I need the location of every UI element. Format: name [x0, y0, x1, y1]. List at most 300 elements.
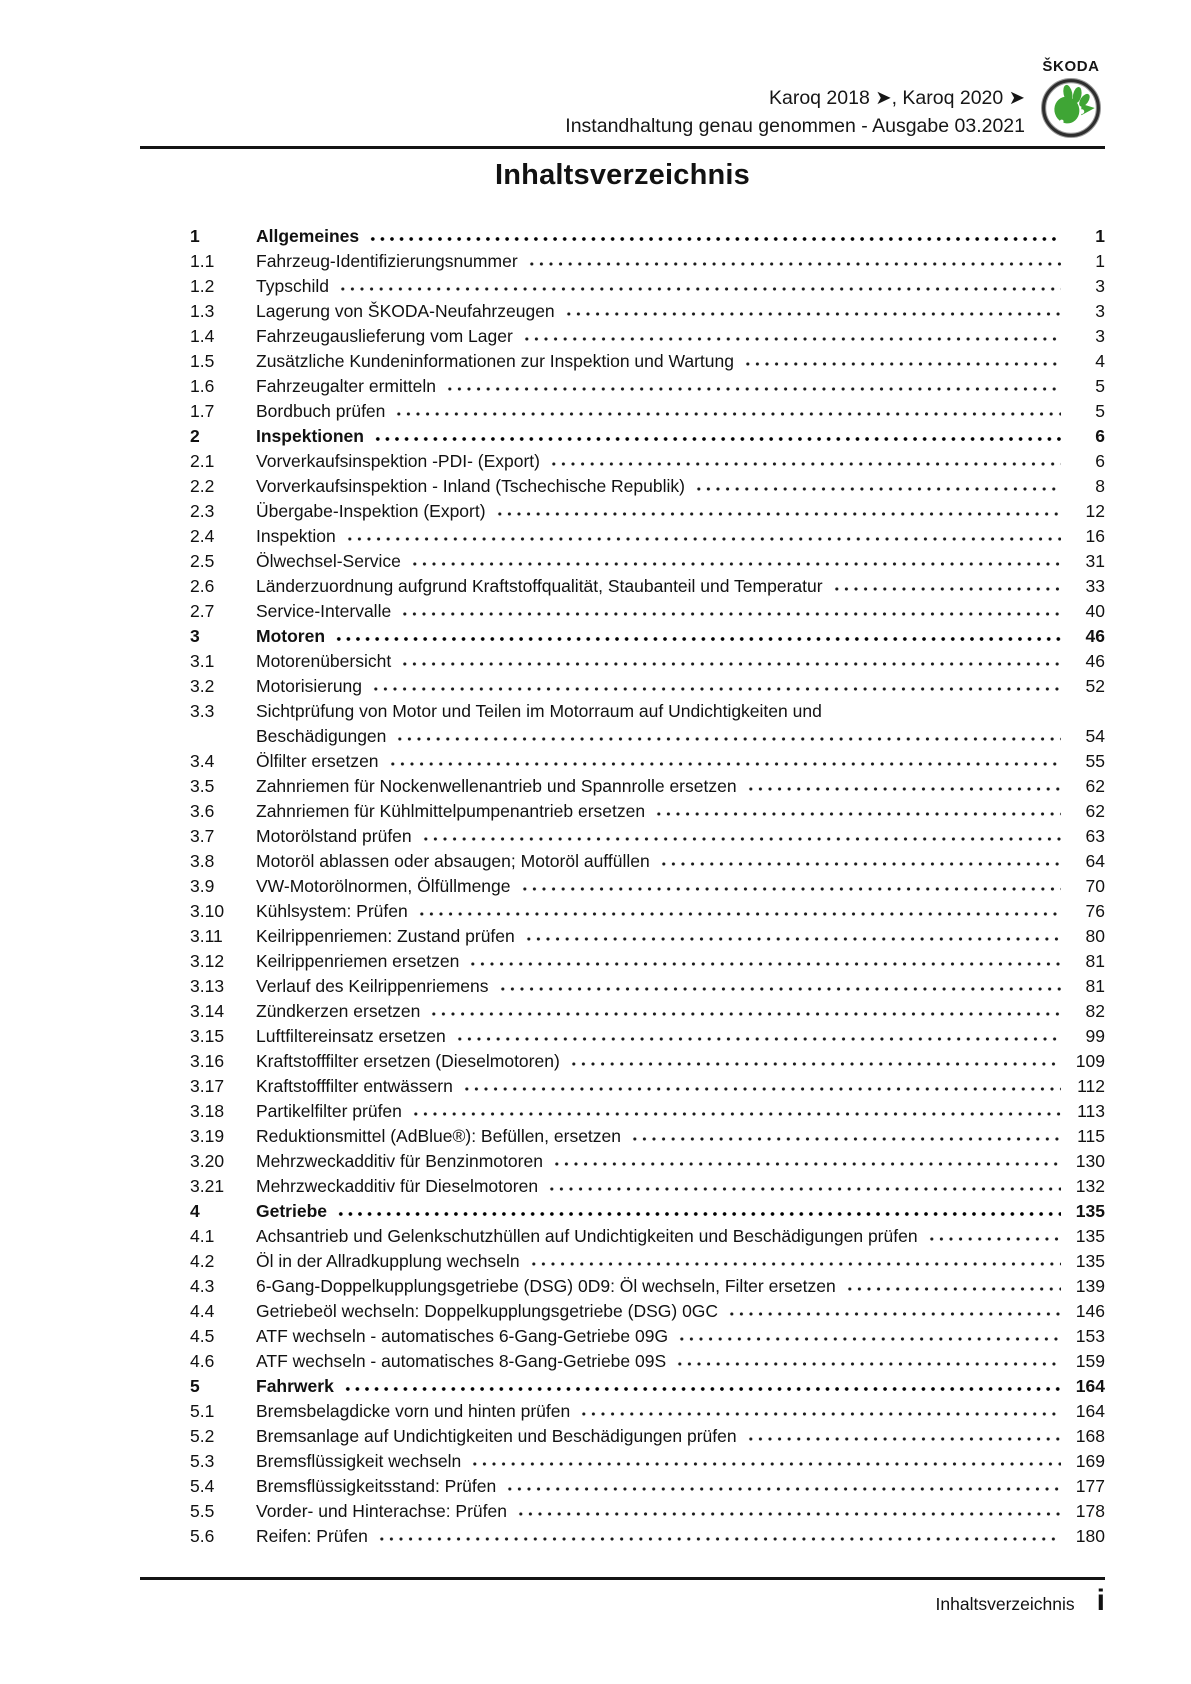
dot-leader [746, 1436, 1061, 1442]
toc-entry-number: 3.9 [190, 876, 215, 896]
toc-row [140, 474, 1105, 499]
toc-row [140, 274, 1105, 299]
footer-divider [140, 1577, 1105, 1616]
toc-entry [256, 1274, 1105, 1299]
toc-row [140, 1274, 1105, 1299]
dot-leader [524, 936, 1061, 942]
toc-entry [256, 1224, 1105, 1249]
toc-entry-number: 3.21 [190, 1176, 225, 1196]
toc-row [140, 799, 1105, 824]
toc-row [140, 624, 1105, 649]
toc-entry-number: 1.6 [190, 376, 215, 396]
toc-entry-page: 139 [1075, 1276, 1105, 1296]
dot-leader [832, 586, 1061, 592]
toc-entry-number: 3.12 [190, 951, 225, 971]
dot-leader [694, 486, 1061, 492]
toc-entry-page: 76 [1085, 901, 1105, 921]
toc-entry-page: 5 [1095, 376, 1105, 396]
toc-entry-title: Motorenübersicht [256, 651, 392, 671]
toc-entry-page: 5 [1095, 401, 1105, 421]
dot-leader [743, 361, 1061, 367]
toc-entry [256, 1099, 1105, 1124]
header-divider [140, 146, 1105, 149]
toc-entry-number: 5.6 [190, 1526, 215, 1546]
toc-entry-title: Kühlsystem: Prüfen [256, 901, 408, 921]
dot-leader [677, 1336, 1061, 1342]
toc-entry-number: 2.5 [190, 551, 215, 571]
toc-entry-page: 132 [1075, 1176, 1105, 1196]
toc-row [140, 1299, 1105, 1324]
dot-leader [343, 1386, 1061, 1392]
toc-entry-title: Vorverkaufsinspektion - Inland (Tschechische Republik) [256, 476, 685, 496]
toc-entry-number: 4.2 [190, 1251, 215, 1271]
toc-entry-title: Bremsflüssigkeitsstand: Prüfen [256, 1476, 497, 1496]
skoda-winged-arrow-icon [1040, 77, 1102, 139]
toc-entry-page: 130 [1075, 1151, 1105, 1171]
toc-entry [256, 1499, 1105, 1524]
toc-entry [256, 574, 1105, 599]
toc-entry-number: 3.16 [190, 1051, 225, 1071]
dot-leader [338, 286, 1061, 292]
dot-leader [455, 1036, 1061, 1042]
header-model-line: Karoq 2018 ➤, Karoq 2020 ➤ [768, 87, 1025, 109]
toc-entry [256, 1049, 1105, 1074]
toc-entry-number: 1.7 [190, 401, 215, 421]
toc-entry-title: Vorverkaufsinspektion -PDI- (Export) [256, 451, 540, 471]
dot-leader [395, 736, 1061, 742]
toc-row [140, 1024, 1105, 1049]
toc-entry-title: Ölfilter ersetzen [256, 751, 379, 771]
toc-row [140, 1124, 1105, 1149]
dot-leader [522, 336, 1061, 342]
toc-entry-title: Mehrzweckadditiv für Benzinmotoren [256, 1151, 543, 1171]
toc-entry-number: 3.5 [190, 776, 215, 796]
toc-entry [256, 1149, 1105, 1174]
toc-entry-number: 3.18 [190, 1101, 225, 1121]
toc-entry-number: 5 [190, 1376, 200, 1396]
toc-entry [256, 549, 1105, 574]
dot-leader [400, 611, 1061, 617]
dot-leader [520, 886, 1062, 892]
page-footer [140, 1580, 1105, 1616]
toc-row [140, 1449, 1105, 1474]
dot-leader [371, 686, 1061, 692]
toc-entry-page: 4 [1095, 351, 1105, 371]
toc-entry-title: Bremsflüssigkeit wechseln [256, 1451, 462, 1471]
toc-entry-title: Vorder- und Hinterachse: Prüfen [256, 1501, 507, 1521]
dot-leader [659, 861, 1061, 867]
toc-entry [256, 649, 1105, 674]
skoda-logo [1037, 58, 1105, 144]
toc-entry-title: Zahnriemen für Nockenwellenantrieb und Spannrolle ersetzen [256, 776, 737, 796]
toc-entry-title: Fahrwerk [256, 1376, 334, 1396]
toc-entry-page: 81 [1085, 951, 1105, 971]
toc-row [140, 1074, 1105, 1099]
dot-leader [411, 1111, 1061, 1117]
toc-entry-title: Getriebe [256, 1201, 327, 1221]
toc-entry-title: Übergabe-Inspektion (Export) [256, 501, 486, 521]
toc-entry-title: Bremsanlage auf Undichtigkeiten und Beschädigungen prüfen [256, 1426, 737, 1446]
toc-entry [256, 924, 1105, 949]
toc-entry-page: 1 [1095, 251, 1105, 271]
toc-entry-title: Inspektionen [256, 426, 364, 446]
toc-entry-title: Partikelfilter prüfen [256, 1101, 402, 1121]
toc-entry-title: Kraftstofffilter ersetzen (Dieselmotoren) [256, 1051, 560, 1071]
toc-entry-title: Länderzuordnung aufgrund Kraftstoffqualität, Staubanteil und Temperatur [256, 576, 823, 596]
dot-leader [552, 1161, 1061, 1167]
toc-entry-title: Fahrzeug-Identifizierungsnummer [256, 251, 518, 271]
toc-row [140, 924, 1105, 949]
toc-entry-number: 3.1 [190, 651, 215, 671]
dot-leader [498, 986, 1062, 992]
dot-leader [569, 1061, 1061, 1067]
toc-entry-title: Motorisierung [256, 676, 363, 696]
toc-entry-page: 63 [1085, 826, 1105, 846]
toc-entry-number: 3.3 [190, 701, 215, 721]
toc-entry [256, 999, 1105, 1024]
toc-entry-page: 46 [1085, 626, 1105, 646]
dot-leader [675, 1361, 1061, 1367]
toc-entry-page: 6 [1095, 451, 1105, 471]
toc-entry-title: Zündkerzen ersetzen [256, 1001, 421, 1021]
toc-entry-number: 2.2 [190, 476, 215, 496]
toc-entry-page: 3 [1095, 301, 1105, 321]
toc-row [140, 899, 1105, 924]
toc-row [140, 1399, 1105, 1424]
toc-entry-page: 64 [1085, 851, 1105, 871]
dot-leader [505, 1486, 1061, 1492]
toc-entry [256, 974, 1105, 999]
dot-leader [334, 636, 1061, 642]
toc-entry-number: 4 [190, 1201, 200, 1221]
toc-entry-page: 99 [1085, 1026, 1105, 1046]
toc-entry-number: 2.3 [190, 501, 215, 521]
toc-entry-title: Keilrippenriemen: Zustand prüfen [256, 926, 515, 946]
toc-entry-number: 3.15 [190, 1026, 225, 1046]
toc-entry-number: 1.4 [190, 326, 215, 346]
toc-row [140, 999, 1105, 1024]
dot-leader [417, 911, 1061, 917]
toc-entry [256, 749, 1105, 774]
toc-entry-title: Getriebeöl wechseln: Doppelkupplungsgetriebe (DSG) 0GC [256, 1301, 719, 1321]
toc-entry-page: 16 [1085, 526, 1105, 546]
toc-row [140, 1524, 1105, 1549]
toc-entry-title: Bordbuch prüfen [256, 401, 386, 421]
toc-row [140, 1174, 1105, 1199]
dot-leader [445, 386, 1061, 392]
toc-row [140, 224, 1105, 249]
toc-row [140, 449, 1105, 474]
toc-row [140, 399, 1105, 424]
toc-entry [256, 1124, 1105, 1149]
toc-entry [256, 624, 1105, 649]
toc-entry-title: Bremsbelagdicke vorn und hinten prüfen [256, 1401, 571, 1421]
toc-entry [256, 349, 1105, 374]
toc-entry [256, 499, 1105, 524]
toc-row [140, 1099, 1105, 1124]
dot-leader [336, 1211, 1061, 1217]
toc-entry [256, 1449, 1105, 1474]
toc-entry-number: 2.4 [190, 526, 215, 546]
toc-entry-page: 178 [1075, 1501, 1105, 1521]
footer-label: Inhaltsverzeichnis [935, 1594, 1075, 1614]
dot-leader [421, 836, 1061, 842]
dot-leader [373, 436, 1061, 442]
toc-entry [256, 799, 1105, 824]
toc-entry-number: 3.13 [190, 976, 225, 996]
toc-row [140, 524, 1105, 549]
toc-entry-page: 180 [1075, 1526, 1105, 1546]
toc-row [140, 749, 1105, 774]
toc-entry-page: 8 [1095, 476, 1105, 496]
toc-entry-title: Motorölstand prüfen [256, 826, 412, 846]
toc-entry [256, 899, 1105, 924]
toc-entry-title: Zusätzliche Kundeninformationen zur Inspektion und Wartung [256, 351, 734, 371]
toc-entry-page: 70 [1085, 876, 1105, 896]
toc-entry-number: 1.1 [190, 251, 215, 271]
toc-entry-page: 62 [1085, 801, 1105, 821]
toc-entry-number: 3.8 [190, 851, 215, 871]
toc-entry-page: 146 [1075, 1301, 1105, 1321]
dot-leader [377, 1536, 1061, 1542]
toc-entry [256, 1299, 1105, 1324]
toc-row [140, 1224, 1105, 1249]
dot-leader [345, 536, 1061, 542]
dot-leader [727, 1311, 1061, 1317]
toc-entry-title: Mehrzweckadditiv für Dieselmotoren [256, 1176, 539, 1196]
toc-entry-page: 81 [1085, 976, 1105, 996]
toc-entry-page: 80 [1085, 926, 1105, 946]
toc-row [140, 849, 1105, 874]
toc-entry [256, 324, 1105, 349]
toc-entry-page: 62 [1085, 776, 1105, 796]
dot-leader [429, 1011, 1061, 1017]
toc-entry-page: 115 [1077, 1126, 1105, 1146]
toc-entry-title: Kraftstofffilter entwässern [256, 1076, 453, 1096]
toc-entry [256, 374, 1105, 399]
toc-entry [256, 249, 1105, 274]
toc-entry [256, 674, 1105, 699]
toc-entry-page: 169 [1075, 1451, 1105, 1471]
toc-row [140, 974, 1105, 999]
toc-row [140, 549, 1105, 574]
toc-entry-number: 3.4 [190, 751, 215, 771]
toc-entry-page: 153 [1075, 1326, 1105, 1346]
toc-entry [256, 1374, 1105, 1399]
dot-leader [654, 811, 1061, 817]
toc-row [140, 574, 1105, 599]
toc-row [140, 349, 1105, 374]
toc-entry-title: Sichtprüfung von Motor und Teilen im Motorraum auf Undichtigkeiten und [256, 701, 822, 721]
toc-entry-title: Verlauf des Keilrippenriemens [256, 976, 489, 996]
toc-entry-number: 5.2 [190, 1426, 215, 1446]
toc-entry-page: 6 [1095, 426, 1105, 446]
toc-entry-number: 2 [190, 426, 200, 446]
toc-entry-number: 3.10 [190, 901, 225, 921]
toc-entry-page: 109 [1075, 1051, 1105, 1071]
toc-entry-number: 2.7 [190, 601, 215, 621]
toc-entry-number: 3 [190, 626, 200, 646]
toc-entry [256, 1474, 1105, 1499]
toc-entry-title: Achsantrieb und Gelenkschutzhüllen auf Undichtigkeiten und Beschädigungen prüfen [256, 1226, 918, 1246]
toc-entry-number: 1.5 [190, 351, 215, 371]
skoda-wordmark: ŠKODA [1042, 58, 1100, 75]
toc-entry [256, 224, 1105, 249]
toc-entry-title: Motoren [256, 626, 326, 646]
toc-entry [256, 599, 1105, 624]
dot-leader [410, 561, 1061, 567]
dot-leader [549, 461, 1061, 467]
toc-entry-title: Keilrippenriemen ersetzen [256, 951, 460, 971]
toc-entry-title: 6-Gang-Doppelkupplungsgetriebe (DSG) 0D9: Öl wechseln, Filter ersetzen [256, 1276, 836, 1296]
toc-entry-page: 159 [1075, 1351, 1105, 1371]
toc-entry-number: 3.14 [190, 1001, 225, 1021]
dot-leader [564, 311, 1061, 317]
toc-entry-page: 46 [1085, 651, 1105, 671]
toc-row [140, 1374, 1105, 1399]
toc-entry-page: 113 [1077, 1101, 1105, 1121]
toc-row [140, 599, 1105, 624]
toc-entry [256, 274, 1105, 299]
dot-leader [468, 961, 1061, 967]
toc-row [140, 649, 1105, 674]
toc-entry-number: 4.1 [190, 1226, 215, 1246]
toc-entry-page: 135 [1075, 1226, 1105, 1246]
toc-entry-page: 164 [1075, 1376, 1105, 1396]
toc-entry-number: 3.19 [190, 1126, 225, 1146]
toc-entry-number: 5.4 [190, 1476, 215, 1496]
toc-entry [256, 1249, 1105, 1274]
toc-row [140, 699, 1105, 749]
toc-entry [256, 699, 1105, 749]
toc-entry [256, 1324, 1105, 1349]
toc-entry-title: Reduktionsmittel (AdBlue®): Befüllen, ersetzen [256, 1126, 622, 1146]
dot-leader [470, 1461, 1061, 1467]
toc-entry-number: 2.6 [190, 576, 215, 596]
toc-row [140, 674, 1105, 699]
toc-entry-number: 4.6 [190, 1351, 215, 1371]
toc-entry-number: 4.4 [190, 1301, 215, 1321]
dot-leader [845, 1286, 1061, 1292]
toc-entry [256, 824, 1105, 849]
toc-entry-number: 4.3 [190, 1276, 215, 1296]
toc-row [140, 1474, 1105, 1499]
toc-entry-page: 54 [1085, 726, 1105, 746]
dot-leader [462, 1086, 1061, 1092]
toc-entry-number: 3.11 [190, 926, 223, 946]
toc-entry [256, 849, 1105, 874]
toc-entry-title: ATF wechseln - automatisches 8-Gang-Getriebe 09S [256, 1351, 667, 1371]
toc-row [140, 1049, 1105, 1074]
table-of-contents [140, 224, 1105, 1549]
toc-entry-title: Allgemeines [256, 226, 360, 246]
toc-row [140, 1324, 1105, 1349]
toc-entry-title: ATF wechseln - automatisches 6-Gang-Getriebe 09G [256, 1326, 669, 1346]
toc-entry [256, 1524, 1105, 1549]
toc-entry-number: 3.6 [190, 801, 215, 821]
toc-row [140, 249, 1105, 274]
toc-entry [256, 774, 1105, 799]
dot-leader [547, 1186, 1061, 1192]
toc-entry-page: 135 [1075, 1251, 1105, 1271]
toc-row [140, 1499, 1105, 1524]
toc-entry-page: 177 [1075, 1476, 1105, 1496]
toc-row [140, 874, 1105, 899]
toc-entry-title: Typschild [256, 276, 329, 296]
toc-entry-number: 2.1 [190, 451, 215, 471]
toc-entry-title: Lagerung von ŠKODA-Neufahrzeugen [256, 301, 555, 321]
toc-entry [256, 524, 1105, 549]
toc-entry-number: 1 [190, 226, 200, 246]
toc-entry-page: 1 [1095, 226, 1105, 246]
header-edition-line: Instandhaltung genau genommen - Ausgabe 03.2021 [565, 115, 1025, 137]
toc-entry-page: 3 [1095, 276, 1105, 296]
toc-entry [256, 1349, 1105, 1374]
toc-row [140, 299, 1105, 324]
toc-entry-number: 3.2 [190, 676, 215, 696]
toc-entry-number: 1.3 [190, 301, 215, 321]
toc-entry-title: Öl in der Allradkupplung wechseln [256, 1251, 520, 1271]
toc-entry [256, 1399, 1105, 1424]
toc-entry-title: Luftfiltereinsatz ersetzen [256, 1026, 446, 1046]
toc-entry [256, 474, 1105, 499]
toc-entry-title: Fahrzeugalter ermitteln [256, 376, 436, 396]
toc-entry [256, 299, 1105, 324]
dot-leader [927, 1236, 1061, 1242]
dot-leader [394, 411, 1061, 417]
toc-entry-title: Fahrzeugauslieferung vom Lager [256, 326, 513, 346]
toc-entry-number: 5.1 [190, 1401, 215, 1421]
toc-entry-title: Reifen: Prüfen [256, 1526, 368, 1546]
toc-entry-page: 55 [1085, 751, 1105, 771]
toc-entry-page: 82 [1085, 1001, 1105, 1021]
toc-entry-number: 5.5 [190, 1501, 215, 1521]
toc-row [140, 1149, 1105, 1174]
toc-entry [256, 1024, 1105, 1049]
toc-row [140, 774, 1105, 799]
toc-entry [256, 1174, 1105, 1199]
toc-entry-page: 31 [1085, 551, 1105, 571]
toc-entry-title: Motoröl ablassen oder absaugen; Motoröl auffüllen [256, 851, 650, 871]
toc-entry-number: 1.2 [190, 276, 215, 296]
toc-entry-page: 40 [1085, 601, 1105, 621]
toc-entry [256, 949, 1105, 974]
toc-entry-page: 168 [1075, 1426, 1105, 1446]
dot-leader [630, 1136, 1061, 1142]
toc-entry-title: Service-Intervalle [256, 601, 392, 621]
page-header [140, 0, 1105, 140]
toc-entry [256, 424, 1105, 449]
toc-row [140, 1349, 1105, 1374]
dot-leader [529, 1261, 1061, 1267]
toc-entry-number: 5.3 [190, 1451, 215, 1471]
toc-row [140, 824, 1105, 849]
toc-row [140, 949, 1105, 974]
toc-entry-title-continued: Beschädigungen [256, 726, 387, 746]
toc-entry-title: Ölwechsel-Service [256, 551, 401, 571]
dot-leader [527, 261, 1061, 267]
toc-entry-page: 52 [1085, 676, 1105, 696]
toc-entry [256, 874, 1105, 899]
dot-leader [579, 1411, 1061, 1417]
footer-page-number: i [1096, 1584, 1105, 1617]
toc-row [140, 1199, 1105, 1224]
toc-entry [256, 1424, 1105, 1449]
toc-entry-title: VW-Motorölnormen, Ölfüllmenge [256, 876, 511, 896]
dot-leader [388, 761, 1061, 767]
toc-entry-number: 3.17 [190, 1076, 225, 1096]
dot-leader [746, 786, 1061, 792]
